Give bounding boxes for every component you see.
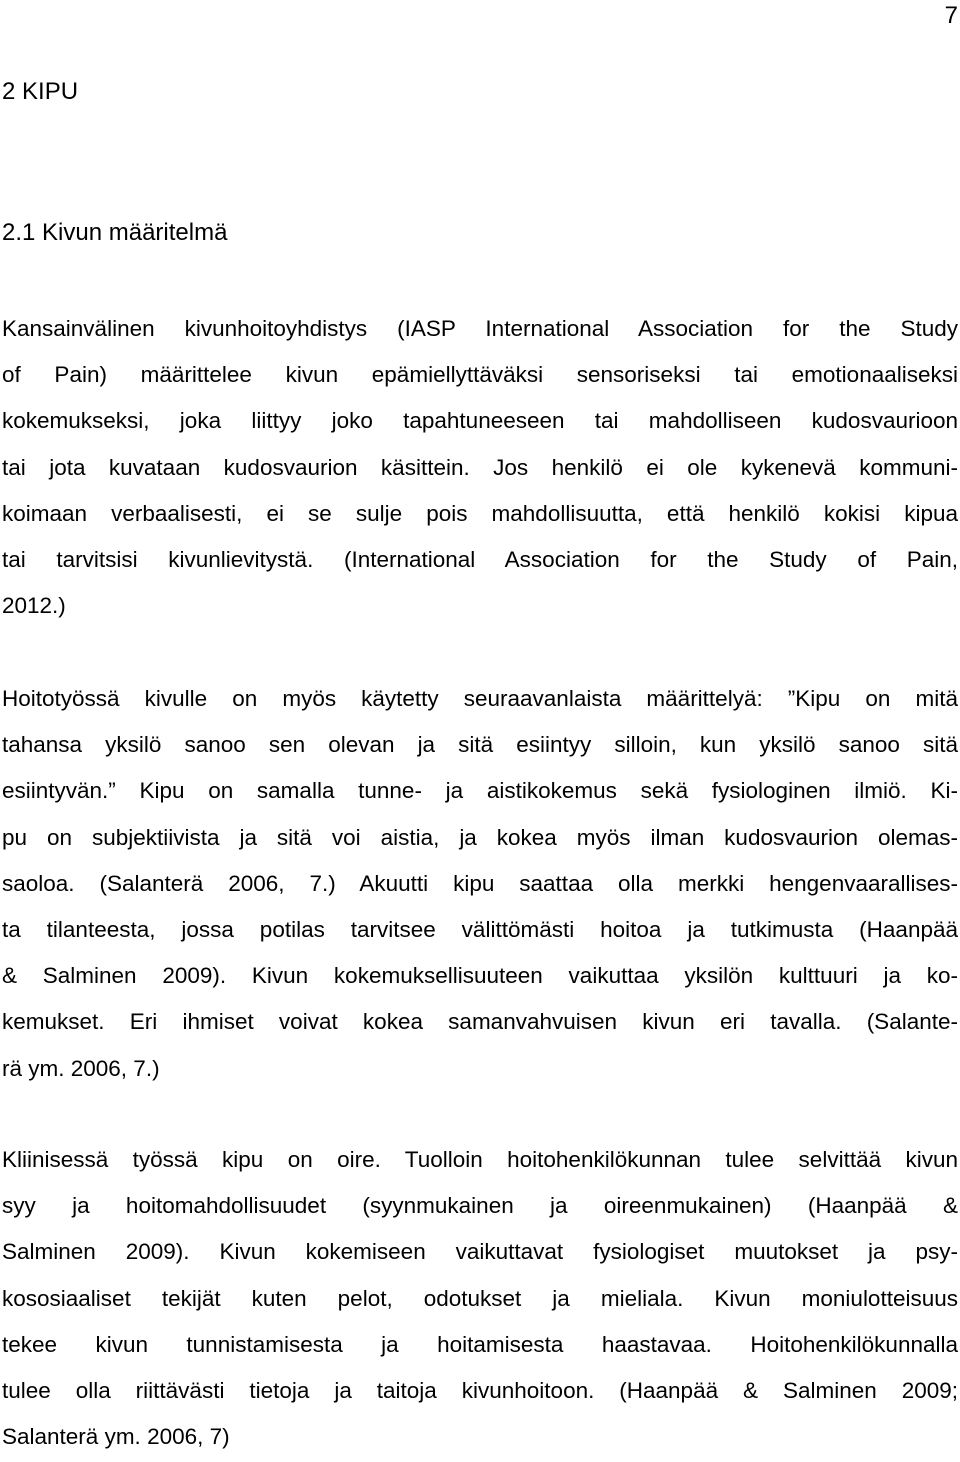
paragraph-line: Salminen 2009). Kivun kokemiseen vaikuttavat fysiologiset muutokset ja psy- xyxy=(2,1239,958,1265)
paragraph-line: tekee kivun tunnistamisesta ja hoitamisesta haastavaa. Hoitohenkilökunnalla xyxy=(2,1331,958,1357)
paragraph-line: tahansa yksilö sanoo sen olevan ja sitä esiintyy silloin, kun yksilö sanoo sitä xyxy=(2,732,958,758)
paragraph-line: Hoitotyössä kivulle on myös käytetty seuraavanlaista määrittelyä: ”Kipu on mitä xyxy=(2,686,958,711)
paragraph-line: pu on subjektiivista ja sitä voi aistia, ja kokea myös ilman kudosvaurion olemas- xyxy=(2,824,958,850)
paragraph-clinical-work xyxy=(2,1137,958,1460)
paragraph-line: kokemukseksi, joka liittyy joko tapahtuneeseen tai mahdolliseen kudosvaurioon xyxy=(2,408,958,434)
paragraph-line: kemukset. Eri ihmiset voivat kokea samanvahvuisen kivun eri tavalla. (Salante- xyxy=(2,1009,958,1035)
chapter-title: 2 KIPU xyxy=(2,78,79,105)
paragraph-line: tulee olla riittävästi tietoja ja taitoja kivunhoitoon. (Haanpää & Salminen 2009; xyxy=(2,1378,958,1404)
paragraph-line: Kliinisessä työssä kipu on oire. Tuolloin hoitohenkilökunnan tulee selvittää kivun xyxy=(2,1147,958,1172)
paragraph-definition xyxy=(2,306,958,629)
paragraph-line: tai jota kuvataan kudosvaurion käsittein. Jos henkilö ei ole kykenevä kommuni- xyxy=(2,454,958,480)
paragraph-line: rä ym. 2006, 7.) xyxy=(2,1055,160,1081)
paragraph-line: esiintyvän.” Kipu on samalla tunne- ja aistikokemus sekä fysiologinen ilmiö. Ki- xyxy=(2,778,958,804)
paragraph-line: 2012.) xyxy=(2,593,66,619)
paragraph-line: kososiaaliset tekijät kuten pelot, odotukset ja mielialа. Kivun moniulotteisuus xyxy=(2,1285,958,1311)
paragraph-line: of Pain) määrittelee kivun epämiellyttäväksi sensoriseksi tai emotionaaliseksi xyxy=(2,362,958,388)
section-title: 2.1 Kivun määritelmä xyxy=(2,219,228,246)
paragraph-nursing-definition xyxy=(2,676,958,1092)
paragraph-line: syy ja hoitomahdollisuudet (syynmukainen ja oireenmukainen) (Haanpää & xyxy=(2,1193,958,1219)
paragraph-line: tai tarvitsisi kivunlievitystä. (International Association for the Study of Pain, xyxy=(2,547,958,573)
paragraph-line: & Salminen 2009). Kivun kokemuksellisuuteen vaikuttaa yksilön kulttuuri ja ko- xyxy=(2,963,958,989)
paragraph-line: Kansainvälinen kivunhoitoyhdistys (IASP International Association for the Study xyxy=(2,316,958,341)
paragraph-line: koimaan verbaalisesti, ei se sulje pois mahdollisuutta, että henkilö kokisi kipua xyxy=(2,500,958,526)
paragraph-line: saoloa. (Salanterä 2006, 7.) Akuutti kipu saattaa olla merkki hengenvaarallises- xyxy=(2,870,958,896)
page-number: 7 xyxy=(944,2,958,29)
paragraph-line: ta tilanteesta, jossa potilas tarvitsee välittömästi hoitoa ja tutkimusta (Haanpää xyxy=(2,917,958,943)
paragraph-line: Salanterä ym. 2006, 7) xyxy=(2,1424,230,1450)
